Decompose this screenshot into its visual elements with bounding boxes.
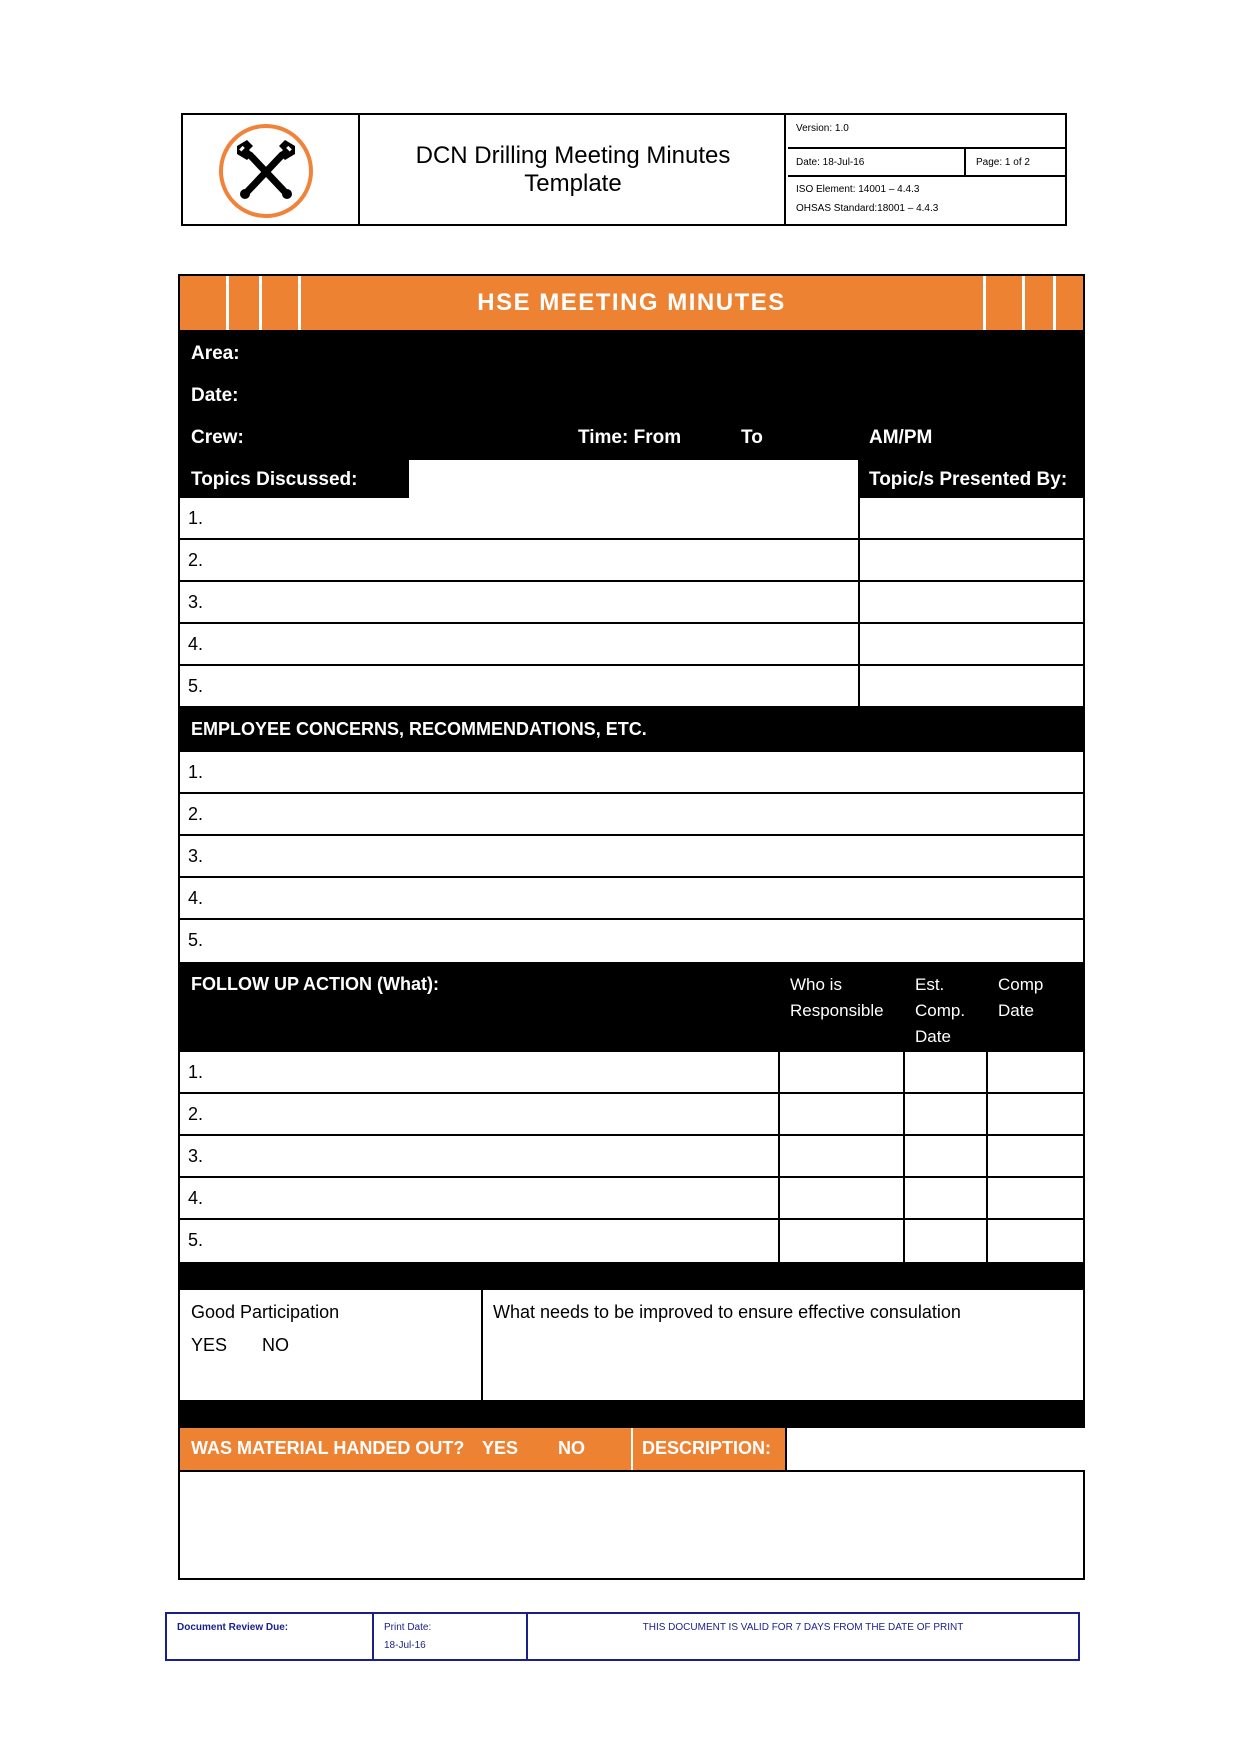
concern-row[interactable] bbox=[180, 878, 1083, 920]
row-number: 2. bbox=[188, 804, 204, 824]
topic-row[interactable] bbox=[180, 498, 1083, 540]
row-number: 3. bbox=[188, 846, 204, 866]
followup-row[interactable] bbox=[180, 1220, 1083, 1262]
print-date-label: Print Date: bbox=[384, 1622, 432, 1633]
row-number: 1. bbox=[188, 762, 204, 782]
row-number: 4. bbox=[188, 1188, 204, 1208]
print-date: 18-Jul-16 bbox=[384, 1640, 426, 1651]
topic-row[interactable] bbox=[180, 624, 1083, 666]
section-divider bbox=[180, 1400, 1083, 1428]
form-banner bbox=[180, 276, 1083, 330]
date-row bbox=[788, 149, 1065, 177]
meeting-info-block bbox=[180, 330, 1083, 498]
description-field[interactable] bbox=[785, 1428, 1085, 1470]
followup-heading-bar bbox=[180, 962, 1083, 1052]
comp-date-header: Comp Date bbox=[998, 975, 1044, 1020]
topics-discussed-field[interactable] bbox=[409, 460, 858, 498]
ohsas-standard-text: OHSAS Standard:18001 – 4.4.3 bbox=[796, 203, 939, 214]
ampm-label: AM/PM bbox=[869, 427, 933, 448]
followup-row[interactable] bbox=[180, 1178, 1083, 1220]
followup-row[interactable] bbox=[180, 1052, 1083, 1094]
row-number: 1. bbox=[188, 1062, 204, 1082]
presented-by-label: Topic/s Presented By: bbox=[869, 469, 1068, 490]
topic-row[interactable] bbox=[180, 540, 1083, 582]
participation-no[interactable]: NO bbox=[262, 1335, 289, 1355]
row-number: 5. bbox=[188, 930, 204, 950]
est-comp-date-header: Est. Comp. Date bbox=[915, 975, 966, 1046]
description-label: DESCRIPTION: bbox=[642, 1438, 772, 1458]
participation-block bbox=[180, 1290, 1083, 1400]
row-number: 2. bbox=[188, 550, 204, 570]
banner-title: HSE MEETING MINUTES bbox=[477, 289, 786, 316]
concern-row[interactable] bbox=[180, 920, 1083, 962]
material-handed-out-label: WAS MATERIAL HANDED OUT? bbox=[191, 1438, 465, 1458]
row-number: 5. bbox=[188, 1230, 204, 1250]
concerns-heading-bar bbox=[180, 708, 1083, 752]
section-divider bbox=[180, 1262, 1083, 1290]
document-header bbox=[181, 113, 1067, 226]
participation-yes[interactable]: YES bbox=[191, 1335, 228, 1355]
improvement-label: What needs to be improved to ensure effective consulation bbox=[493, 1302, 961, 1322]
version-text: Version: 1.0 bbox=[788, 115, 1065, 149]
validity-notice: THIS DOCUMENT IS VALID FOR 7 DAYS FROM THE DATE OF PRINT bbox=[642, 1622, 964, 1633]
followup-row[interactable] bbox=[180, 1094, 1083, 1136]
logo-cell bbox=[183, 115, 360, 224]
who-responsible-header: Who is Responsible bbox=[790, 975, 884, 1020]
hse-meeting-form bbox=[178, 274, 1085, 1580]
date-text: Date: 18-Jul-16 bbox=[796, 157, 865, 168]
topics-discussed-label: Topics Discussed: bbox=[191, 469, 358, 490]
date-label: Date: bbox=[191, 385, 239, 406]
row-number: 4. bbox=[188, 888, 204, 908]
company-logo bbox=[219, 124, 313, 218]
crossed-wrenches-icon bbox=[223, 128, 309, 214]
area-label: Area: bbox=[191, 343, 240, 364]
cell-divider bbox=[631, 1428, 633, 1470]
crew-label: Crew: bbox=[191, 427, 244, 448]
followup-heading: FOLLOW UP ACTION (What): bbox=[191, 974, 439, 994]
row-number: 5. bbox=[188, 676, 204, 696]
followup-row[interactable] bbox=[180, 1136, 1083, 1178]
page-text: Page: 1 of 2 bbox=[964, 149, 1065, 175]
row-number: 3. bbox=[188, 1146, 204, 1166]
document-footer bbox=[165, 1612, 1080, 1661]
meta-cell bbox=[788, 115, 1065, 224]
concern-row[interactable] bbox=[180, 752, 1083, 794]
material-yes[interactable]: YES bbox=[482, 1438, 519, 1458]
description-area[interactable] bbox=[180, 1472, 1083, 1578]
concerns-heading: EMPLOYEE CONCERNS, RECOMMENDATIONS, ETC. bbox=[191, 719, 647, 739]
row-number: 3. bbox=[188, 592, 204, 612]
topic-row[interactable] bbox=[180, 582, 1083, 624]
iso-element-text: ISO Element: 14001 – 4.4.3 bbox=[796, 184, 920, 195]
row-number: 2. bbox=[188, 1104, 204, 1124]
document-title: DCN Drilling Meeting Minutes Template bbox=[415, 141, 731, 197]
material-row bbox=[180, 1428, 1083, 1470]
row-number: 4. bbox=[188, 634, 204, 654]
title-cell bbox=[362, 115, 786, 224]
concern-row[interactable] bbox=[180, 794, 1083, 836]
time-to-label: To bbox=[741, 427, 763, 448]
review-due-label: Document Review Due: bbox=[177, 1622, 289, 1633]
good-participation-label: Good Participation bbox=[191, 1302, 340, 1322]
row-number: 1. bbox=[188, 508, 204, 528]
time-from-label: Time: From bbox=[578, 427, 682, 448]
concern-row[interactable] bbox=[180, 836, 1083, 878]
material-no[interactable]: NO bbox=[558, 1438, 585, 1458]
topic-row[interactable] bbox=[180, 666, 1083, 708]
